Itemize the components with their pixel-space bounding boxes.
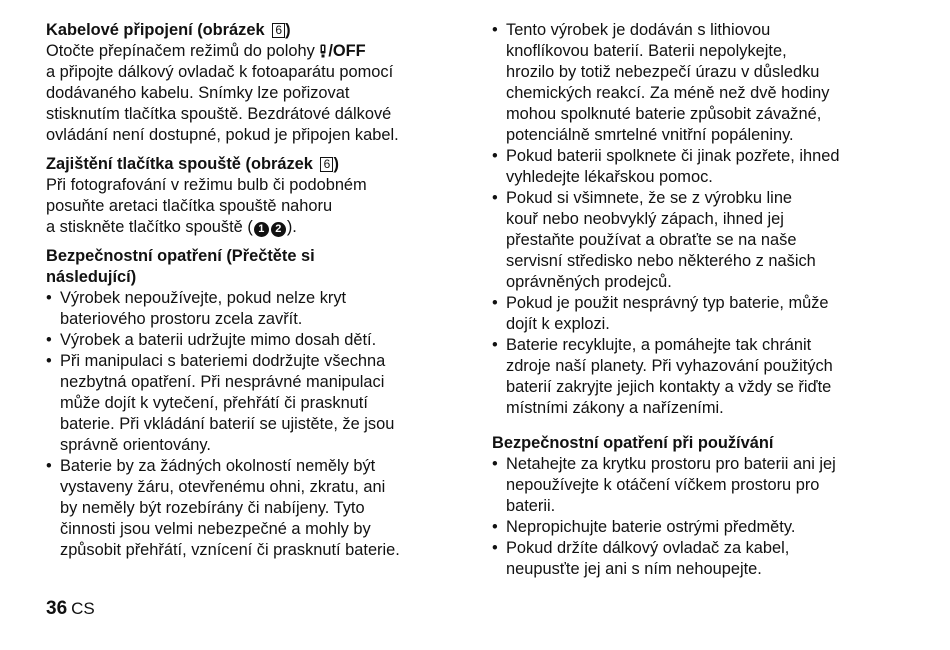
heading-text: Kabelové připojení (obrázek — [46, 21, 270, 39]
section-battery-warnings — [492, 20, 912, 419]
text-line: Nepropichujte baterie ostrými předměty. — [506, 518, 796, 536]
text-line: Při manipulaci s bateriemi dodržujte všechna — [60, 352, 386, 370]
text-line: baterii. — [506, 497, 556, 515]
section-shutter-lock — [46, 154, 476, 238]
paragraph — [46, 175, 476, 238]
text-line: ovládání není dostupné, pokud je připojen kabel. — [46, 126, 399, 144]
paragraph — [46, 41, 476, 146]
section-heading — [46, 154, 476, 175]
text-line: nepoužívejte k otáčení víčkem prostoru pro — [506, 476, 820, 494]
section-heading — [46, 246, 476, 288]
text-line: může dojít k vytečení, přehřátí či prasknutí — [60, 394, 368, 412]
list-item — [492, 20, 912, 146]
text-line: kouř nebo neobvyklý zápach, ihned jej — [506, 210, 784, 228]
text-line: správně orientovány. — [60, 436, 211, 454]
list-item — [46, 330, 476, 351]
text-line: Otočte přepínačem režimů do polohy — [46, 42, 320, 60]
text-line: místními zákony a nařízeními. — [506, 399, 724, 417]
bullet-list — [46, 288, 476, 561]
text-line: knoflíkovou baterií. Baterii nepolykejte, — [506, 42, 787, 60]
text-line: Při fotografování v režimu bulb či podobném — [46, 176, 367, 194]
heading-close: ) — [333, 155, 339, 173]
page-number: 36 — [46, 598, 68, 619]
text-line: stisknutím tlačítka spouště. Bezdrátové dálkové — [46, 105, 392, 123]
list-item — [46, 351, 476, 456]
text-line: zdroje naší planety. Při vyhazování použitých — [506, 357, 833, 375]
text-line: a stiskněte tlačítko spouště ( — [46, 218, 253, 236]
text-line: způsobit přehřátí, vznícení či prasknutí baterie. — [60, 541, 400, 559]
text-line: mohou spolknuté baterie způsobit závažné, — [506, 105, 822, 123]
language-code: CS — [71, 599, 95, 618]
text-line: přestaňte používat a obraťte se na naše — [506, 231, 797, 249]
text-line: Pokud je použit nesprávný typ baterie, může — [506, 294, 829, 312]
text-line: vystaveny žáru, otevřenému ohni, zkratu, ani — [60, 478, 386, 496]
text-line: bateriového prostoru zcela zavřít. — [60, 310, 303, 328]
section-heading — [46, 20, 476, 41]
list-item — [492, 454, 912, 517]
section-safety-precautions — [46, 246, 476, 561]
text-line: a připojte dálkový ovladač k fotoaparátu pomocí — [46, 63, 394, 81]
list-item — [492, 517, 912, 538]
section-usage-precautions — [492, 433, 912, 580]
text-line: chemických reakcí. Za méně než dvě hodiny — [506, 84, 830, 102]
list-item — [46, 288, 476, 330]
text-line: dodávaného kabelu. Snímky lze pořizovat — [46, 84, 350, 102]
list-item — [492, 293, 912, 335]
figure-ref: 6 — [320, 157, 333, 172]
text-line: Výrobek a baterii udržujte mimo dosah dětí. — [60, 331, 377, 349]
text-line: Pokud baterii spolknete či jinak pozřete, ihned — [506, 147, 840, 165]
bullet-list — [492, 20, 912, 419]
list-item — [492, 146, 912, 188]
mode-label: /OFF — [328, 42, 366, 60]
heading-text: Bezpečnostní opatření (Přečtěte si — [46, 247, 315, 265]
text-line: servisní středisko nebo některého z našich — [506, 252, 816, 270]
list-item — [46, 456, 476, 561]
step-1-icon: 1 — [254, 222, 269, 237]
text-line: neupusťte jej ani s ním nehoupejte. — [506, 560, 762, 578]
text-line: potenciálně smrtelné vnitřní popáleniny. — [506, 126, 794, 144]
text-line: baterie. Při vkládání baterií se ujistěte, že jsou — [60, 415, 395, 433]
text-line: vyhledejte lékařskou pomoc. — [506, 168, 713, 186]
right-column — [492, 20, 912, 580]
page-footer — [46, 598, 95, 620]
text-line: Netahejte za krytku prostoru pro baterii ani jej — [506, 455, 836, 473]
text-line: hrozilo by totiž nebezpečí úrazu v důsledku — [506, 63, 820, 81]
text-line: Tento výrobek je dodáván s lithiovou — [506, 21, 771, 39]
timer-mode-icon — [319, 43, 327, 57]
heading-close: ) — [285, 21, 291, 39]
text-line: Pokud držíte dálkový ovladač za kabel, — [506, 539, 790, 557]
list-item — [492, 335, 912, 419]
text-tail: ). — [286, 218, 297, 236]
list-item — [492, 538, 912, 580]
text-line: by neměly být rozebírány či nabíjeny. Tyto — [60, 499, 365, 517]
text-line: Výrobek nepoužívejte, pokud nelze kryt — [60, 289, 347, 307]
bullet-list — [492, 454, 912, 580]
text-line: Pokud si všimnete, že se z výrobku line — [506, 189, 793, 207]
step-2-icon: 2 — [271, 222, 286, 237]
text-line: činnosti jsou velmi nebezpečné a mohly by — [60, 520, 371, 538]
heading-text: Zajištění tlačítka spouště (obrázek — [46, 155, 318, 173]
left-column — [46, 20, 476, 561]
text-line: baterií zakryjte jejich kontakty a vždy se řiďte — [506, 378, 832, 396]
figure-ref: 6 — [272, 23, 285, 38]
text-line: Baterie by za žádných okolností neměly být — [60, 457, 376, 475]
heading-text: následující) — [46, 268, 137, 286]
text-line: Baterie recyklujte, a pomáhejte tak chránit — [506, 336, 812, 354]
list-item — [492, 188, 912, 293]
text-line: posuňte aretaci tlačítka spouště nahoru — [46, 197, 333, 215]
section-heading: Bezpečnostní opatření při používání — [492, 434, 774, 452]
text-line: nezbytná opatření. Při nesprávné manipulaci — [60, 373, 385, 391]
text-line: oprávněných prodejců. — [506, 273, 672, 291]
text-line: dojít k explozi. — [506, 315, 610, 333]
section-cable-connection — [46, 20, 476, 146]
